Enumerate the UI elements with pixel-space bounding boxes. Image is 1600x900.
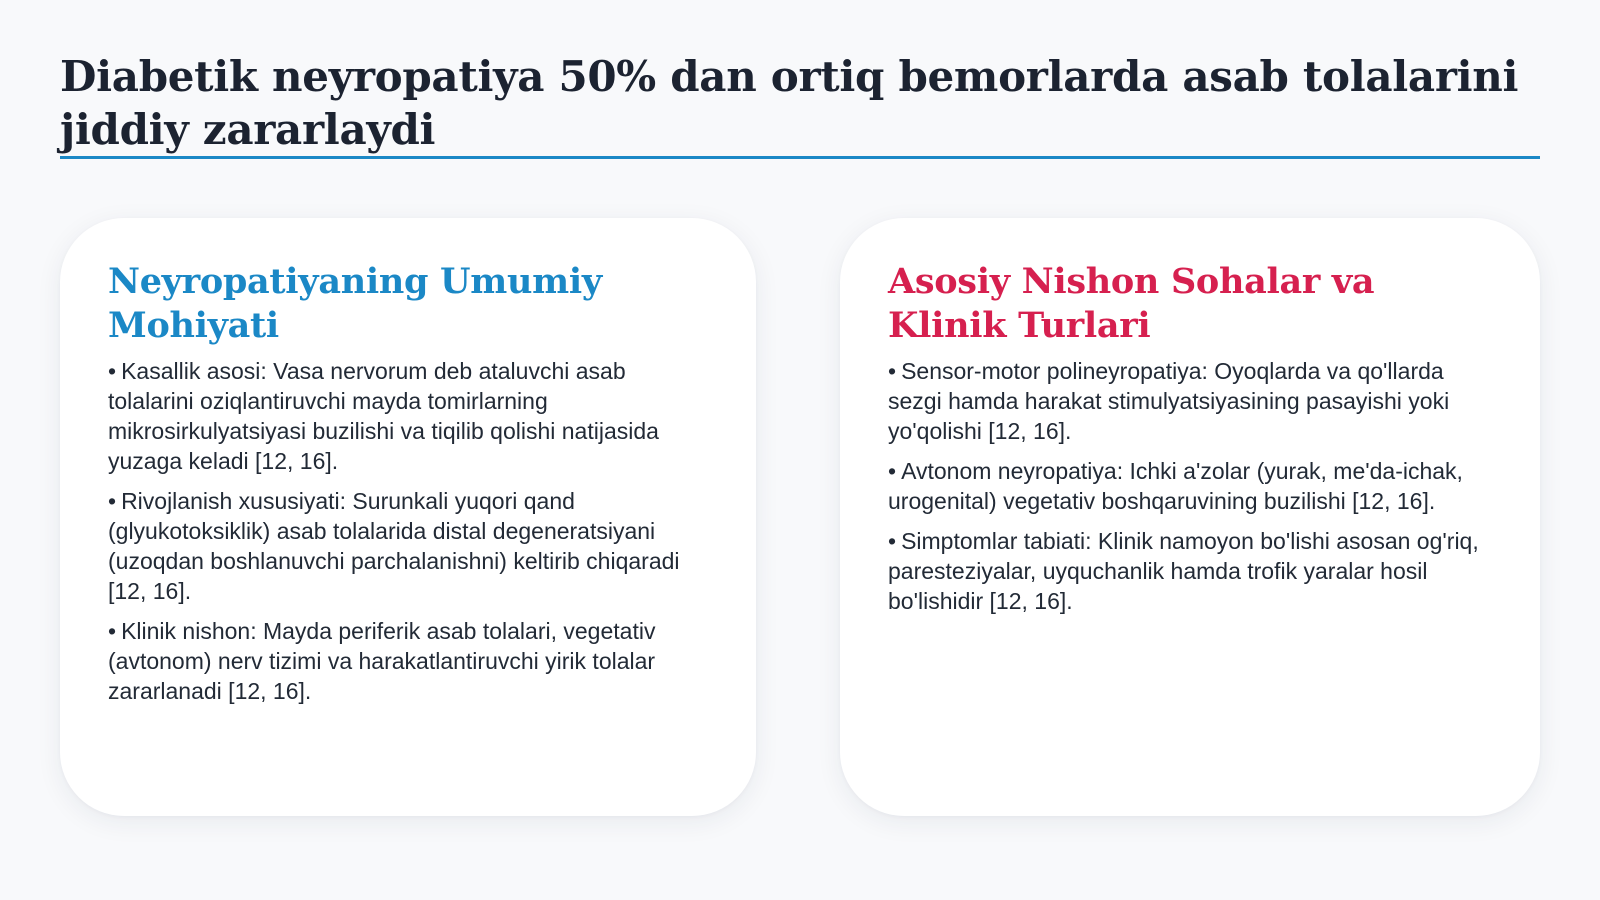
bullet-text: Sensor-motor polineyropatiya: Oyoqlarda va qo'llarda sezgi hamda harakat stimulyatsiyasining pasayishi yoki yo'qolishi [12, 16]. [888,358,1450,444]
list-item [108,356,708,476]
list-item [108,616,708,706]
bullet-list-target-areas [888,356,1492,616]
bullet-text: Klinik nishon: Mayda periferik asab tolalari, vegetativ (avtonom) nerv tizimi va harakatlantiruvchi yirik tolalar zararlanadi [12, 16]. [108,618,656,704]
bullet-list-overview [108,356,708,706]
card-overview [60,218,756,816]
bullet-text: Kasallik asosi: Vasa nervorum deb ataluvchi asab tolalarini oziqlantiruvchi mayda tomirlarning mikrosirkulyatsiyasi buzilishi va tiqilib qolishi natijasida yuzaga keladi [12, 16]. [108,358,659,474]
list-item [888,456,1492,516]
card-heading-target-areas: Asosiy Nishon Sohalar va Klinik Turlari [888,261,1375,346]
bullet-dot-icon: • [888,358,897,384]
list-item [888,356,1492,446]
bullet-dot-icon: • [108,358,117,384]
bullet-dot-icon: • [888,458,897,484]
title-underline [60,156,1540,159]
bullet-text: Simptomlar tabiati: Klinik namoyon bo'lishi asosan og'riq, paresteziyalar, uyquchanlik hamda trofik yaralar hosil bo'lishidir [12, 16]. [888,528,1479,614]
bullet-dot-icon: • [888,528,897,554]
card-heading-overview: Neyropatiyaning Umumiy Mohiyati [108,261,602,346]
bullet-dot-icon: • [108,618,117,644]
card-target-areas [840,218,1540,816]
slide-title: Diabetik neyropatiya 50% dan ortiq bemorlarda asab tolalarini jiddiy zararlaydi [60,52,1519,154]
bullet-dot-icon: • [108,488,117,514]
bullet-text: Rivojlanish xususiyati: Surunkali yuqori qand (glyukotoksiklik) asab tolalarida distal degeneratsiyani (uzoqdan boshlanuvchi parchalanishni) keltirib chiqaradi [12, 16]. [108,488,680,604]
bullet-text: Avtonom neyropatiya: Ichki a'zolar (yurak, me'da-ichak, urogenital) vegetativ boshqaruvining buzilishi [12, 16]. [888,458,1463,514]
list-item [108,486,708,606]
list-item [888,526,1492,616]
